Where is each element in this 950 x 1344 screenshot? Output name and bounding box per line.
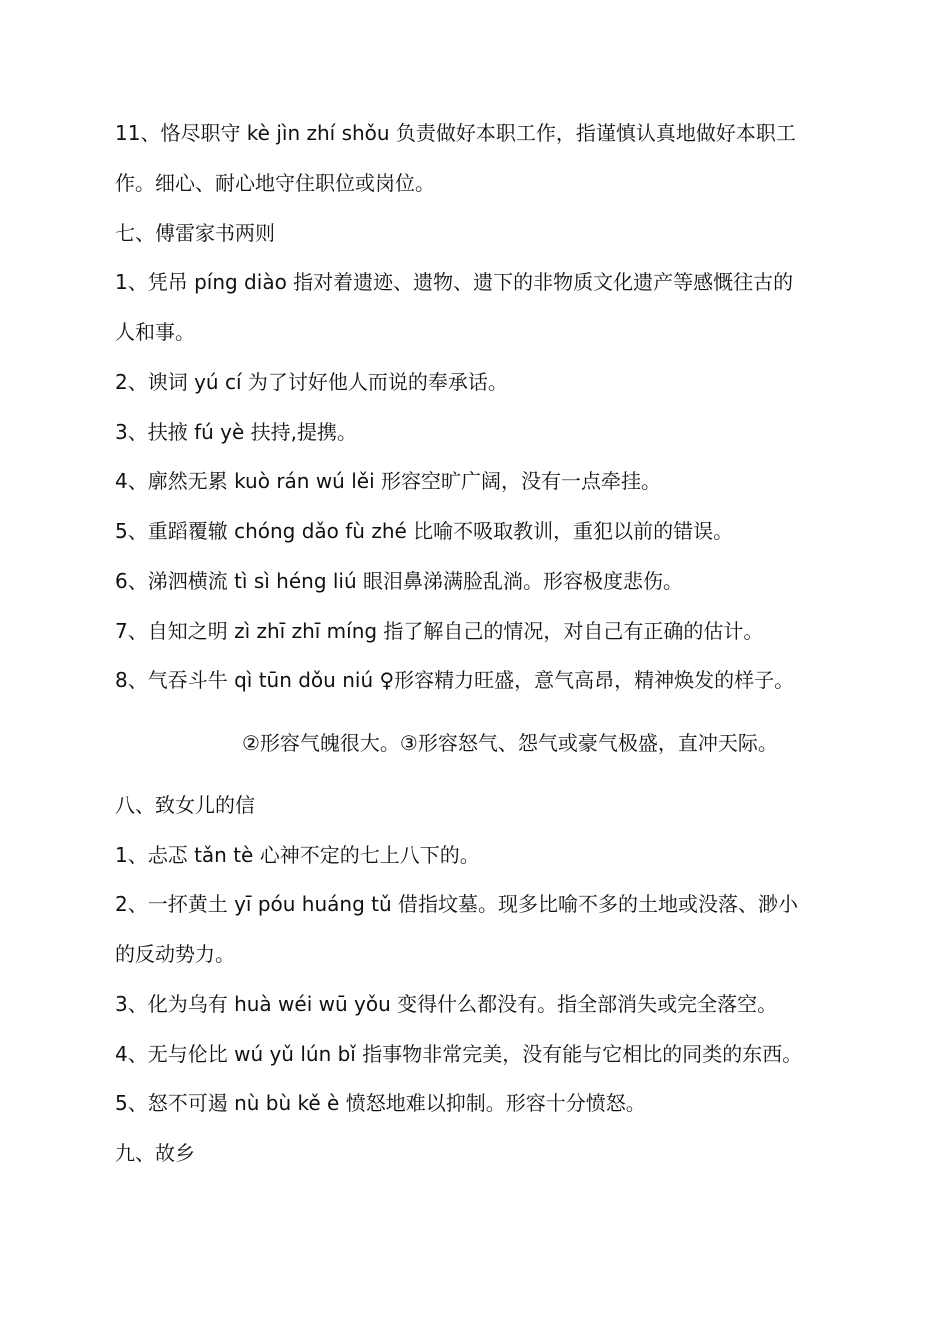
entry-6: 6、涕泗横流 tì sì héng liú 眼泪鼻涕满脸乱淌。形容极度悲伤。 bbox=[115, 569, 684, 593]
entry-7: 7、自知之明 zì zhī zhī míng 指了解自己的情况，对自己有正确的估计。 bbox=[115, 619, 764, 643]
entry-1-b: 1、忐忑 tǎn tè 心神不定的七上八下的。 bbox=[115, 843, 480, 867]
entry-8-line-1: 8、气吞斗牛 qì tūn dǒu niú ♀形容精力旺盛，意气高昂，精神焕发的样子。 bbox=[115, 668, 795, 692]
section-heading-9: 九、故乡 bbox=[115, 1141, 195, 1165]
entry-8-line-2: ②形容气魄很大。③形容怒气、怨气或豪气极盛，直冲天际。 bbox=[242, 731, 778, 755]
entry-2-b-line-1: 2、一抔黄土 yī póu huáng tǔ 借指坟墓。现多比喻不多的土地或没落、渺小 bbox=[115, 892, 799, 916]
entry-5: 5、重蹈覆辙 chóng dǎo fù zhé 比喻不吸取教训，重犯以前的错误。 bbox=[115, 519, 734, 543]
entry-5-b: 5、怒不可遏 nù bù kě è 愤怒地难以抑制。形容十分愤怒。 bbox=[115, 1091, 646, 1115]
section-heading-8: 八、致女儿的信 bbox=[115, 793, 255, 817]
entry-11-line-2: 作。细心、耐心地守住职位或岗位。 bbox=[115, 171, 435, 195]
entry-4-b: 4、无与伦比 wú yǔ lún bǐ 指事物非常完美，没有能与它相比的同类的东西。 bbox=[115, 1042, 803, 1066]
entry-3-b: 3、化为乌有 huà wéi wū yǒu 变得什么都没有。指全部消失或完全落空。 bbox=[115, 992, 778, 1016]
entry-4: 4、廓然无累 kuò rán wú lěi 形容空旷广阔，没有一点牵挂。 bbox=[115, 469, 661, 493]
entry-2-b-line-2: 的反动势力。 bbox=[115, 942, 235, 966]
entry-3: 3、扶掖 fú yè 扶持,提携。 bbox=[115, 420, 358, 444]
entry-2: 2、谀词 yú cí 为了讨好他人而说的奉承话。 bbox=[115, 370, 508, 394]
entry-1-line-1: 1、凭吊 píng diào 指对着遗迹、遗物、遗下的非物质文化遗产等感慨往古的 bbox=[115, 270, 794, 294]
entry-1-line-2: 人和事。 bbox=[115, 320, 195, 344]
section-heading-7: 七、傅雷家书两则 bbox=[115, 221, 275, 245]
entry-11-line-1: 11、恪尽职守 kè jìn zhí shǒu 负责做好本职工作，指谨慎认真地做好本职工 bbox=[115, 121, 796, 145]
